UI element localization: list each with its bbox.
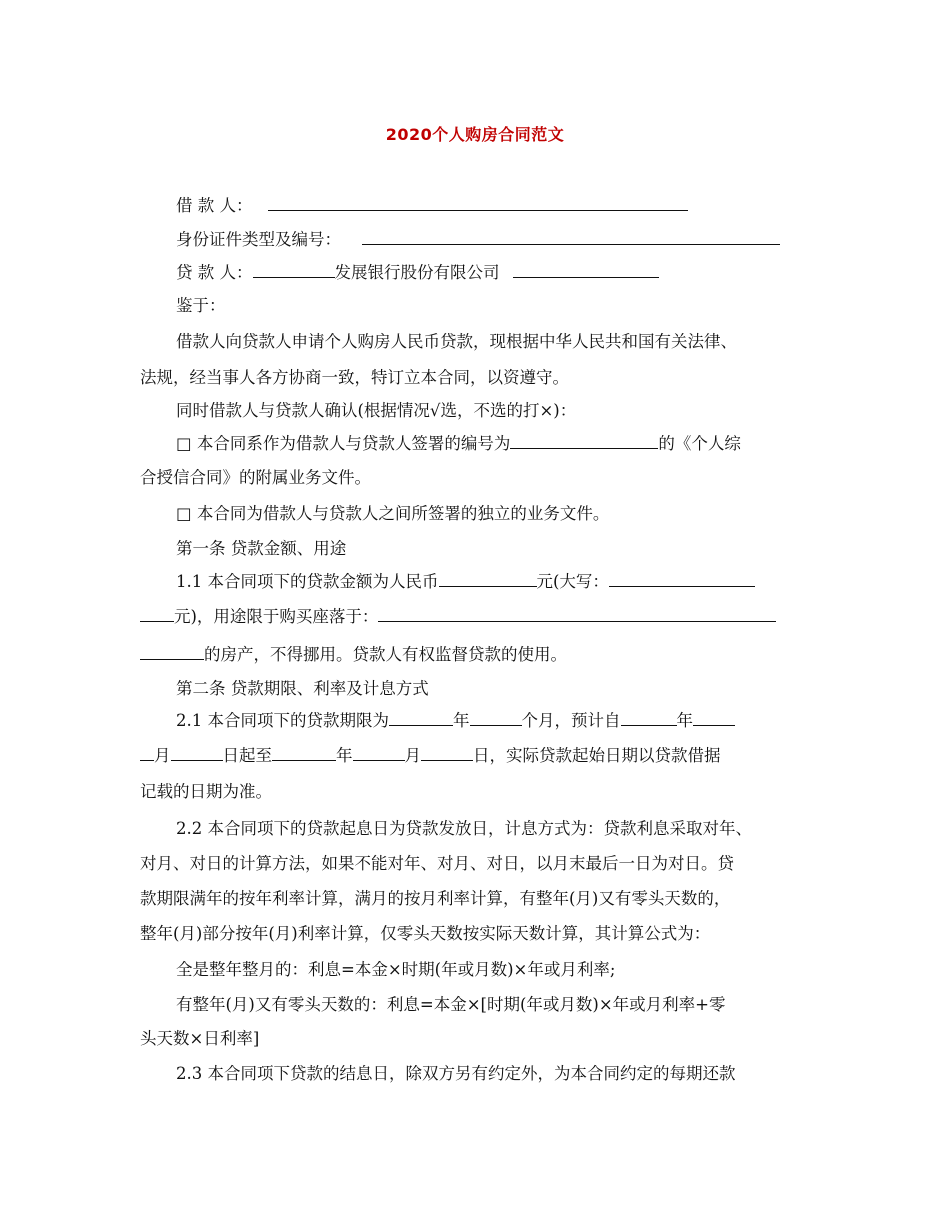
clause-1-1-line-2: [140, 605, 820, 629]
start-year-blank[interactable]: [621, 710, 677, 726]
amount-words-blank[interactable]: [609, 571, 755, 587]
end-month-label: 月: [404, 746, 421, 765]
property-address-blank-cont[interactable]: [140, 644, 204, 660]
article-2-title: 第二条 贷款期限、利率及计息方式: [176, 679, 429, 698]
start-year-label: 年: [676, 711, 693, 730]
article-1-title: 第一条 贷款金额、用途: [176, 539, 347, 558]
clause-2-2-line-1: 2.2 本合同项下的贷款起息日为贷款发放日，计息方式为：贷款利息采取对年、: [176, 819, 752, 838]
formula-2-line-2: 头天数×日利率]: [140, 1029, 260, 1048]
clause-2-1-line-2: [140, 744, 820, 768]
end-day-blank[interactable]: [421, 745, 473, 761]
clause-1-1-line-3: [140, 643, 820, 667]
lender-name: 发展银行股份有限公司: [334, 263, 500, 282]
option-1-text: □ 本合同系作为借款人与贷款人签署的编号为: [176, 434, 511, 453]
lender-label: 贷 款 人：: [176, 263, 253, 282]
option-1: [176, 432, 816, 456]
option-2: □ 本合同为借款人与贷款人之间所签署的独立的业务文件。: [176, 504, 610, 523]
start-day-blank[interactable]: [171, 745, 223, 761]
borrower-label: 借 款 人：: [176, 196, 253, 215]
formula-2-line-1: 有整年(月)又有零头天数的：利息=本金×[时期(年或月数)×年或月利率+零: [176, 995, 726, 1014]
document-title: 2020个人购房合同范文: [385, 125, 565, 144]
contract-number-blank[interactable]: [510, 433, 658, 449]
confirm-text: 同时借款人与贷款人确认(根据情况√选，不选的打×)：: [176, 401, 577, 420]
start-month-blank-cont[interactable]: [140, 745, 154, 761]
whereas: 鉴于：: [176, 296, 226, 315]
id-field: [176, 228, 816, 252]
intro-line-2: 法规，经当事人各方协商一致，特订立本合同，以资遵守。: [140, 368, 569, 387]
option-1-line-2: 合授信合同》的附属业务文件。: [140, 468, 371, 487]
borrower-field: [176, 194, 816, 218]
end-month-blank[interactable]: [353, 745, 405, 761]
clause-2-2-line-4: 整年(月)部分按年(月)利率计算，仅零头天数按实际天数计算，其计算公式为：: [140, 924, 711, 943]
clause-2-1-line-3: 记载的日期为准。: [140, 782, 272, 801]
clause-2-1-text: 2.1 本合同项下的贷款期限为: [176, 711, 389, 730]
start-month-label: 月: [154, 746, 171, 765]
property-address-blank[interactable]: [378, 606, 776, 622]
clause-1-1-text: 1.1 本合同项下的贷款金额为人民币: [176, 572, 439, 591]
borrower-blank[interactable]: [268, 195, 688, 211]
clause-1-1-line-3-text: 的房产，不得挪用。贷款人有权监督贷款的使用。: [204, 645, 567, 664]
clause-2-3-line-1: 2.3 本合同项下贷款的结息日，除双方另有约定外，为本合同约定的每期还款: [176, 1064, 736, 1083]
amount-words-blank-cont[interactable]: [140, 606, 174, 622]
years-label: 年: [453, 711, 470, 730]
clause-2-2-line-2: 对月、对日的计算方法，如果不能对年、对月、对日，以月末最后一日为对日。贷: [140, 854, 734, 873]
option-1-tail: 的《个人综: [658, 434, 741, 453]
clause-1-1-line-2-text: 元)，用途限于购买座落于：: [174, 607, 379, 626]
lender-field: [176, 261, 816, 285]
clause-2-2-line-3: 款期限满年的按年利率计算，满月的按月利率计算，有整年(月)又有零头天数的，: [140, 889, 731, 908]
intro-line-1: 借款人向贷款人申请个人购房人民币贷款，现根据中华人民共和国有关法律、: [176, 332, 737, 351]
end-year-label: 年: [336, 746, 353, 765]
term-years-blank[interactable]: [389, 710, 453, 726]
lender-prefix-blank[interactable]: [253, 262, 335, 278]
lender-suffix-blank[interactable]: [513, 262, 659, 278]
start-month-blank[interactable]: [693, 710, 735, 726]
id-blank[interactable]: [362, 229, 780, 245]
clause-1-1-mid: 元(大写：: [536, 572, 609, 591]
term-months-blank[interactable]: [470, 710, 522, 726]
clause-2-1-mid: 个月，预计自: [521, 711, 621, 730]
start-day-label: 日起至: [222, 746, 272, 765]
amount-blank[interactable]: [439, 571, 537, 587]
end-year-blank[interactable]: [272, 745, 336, 761]
id-label: 身份证件类型及编号：: [176, 230, 341, 249]
clause-2-1-line-2-tail: 日，实际贷款起始日期以贷款借据: [473, 746, 721, 765]
clause-2-1: [176, 709, 816, 733]
clause-1-1: [176, 570, 816, 594]
formula-1: 全是整年整月的：利息=本金×时期(年或月数)×年或月利率;: [176, 960, 616, 979]
